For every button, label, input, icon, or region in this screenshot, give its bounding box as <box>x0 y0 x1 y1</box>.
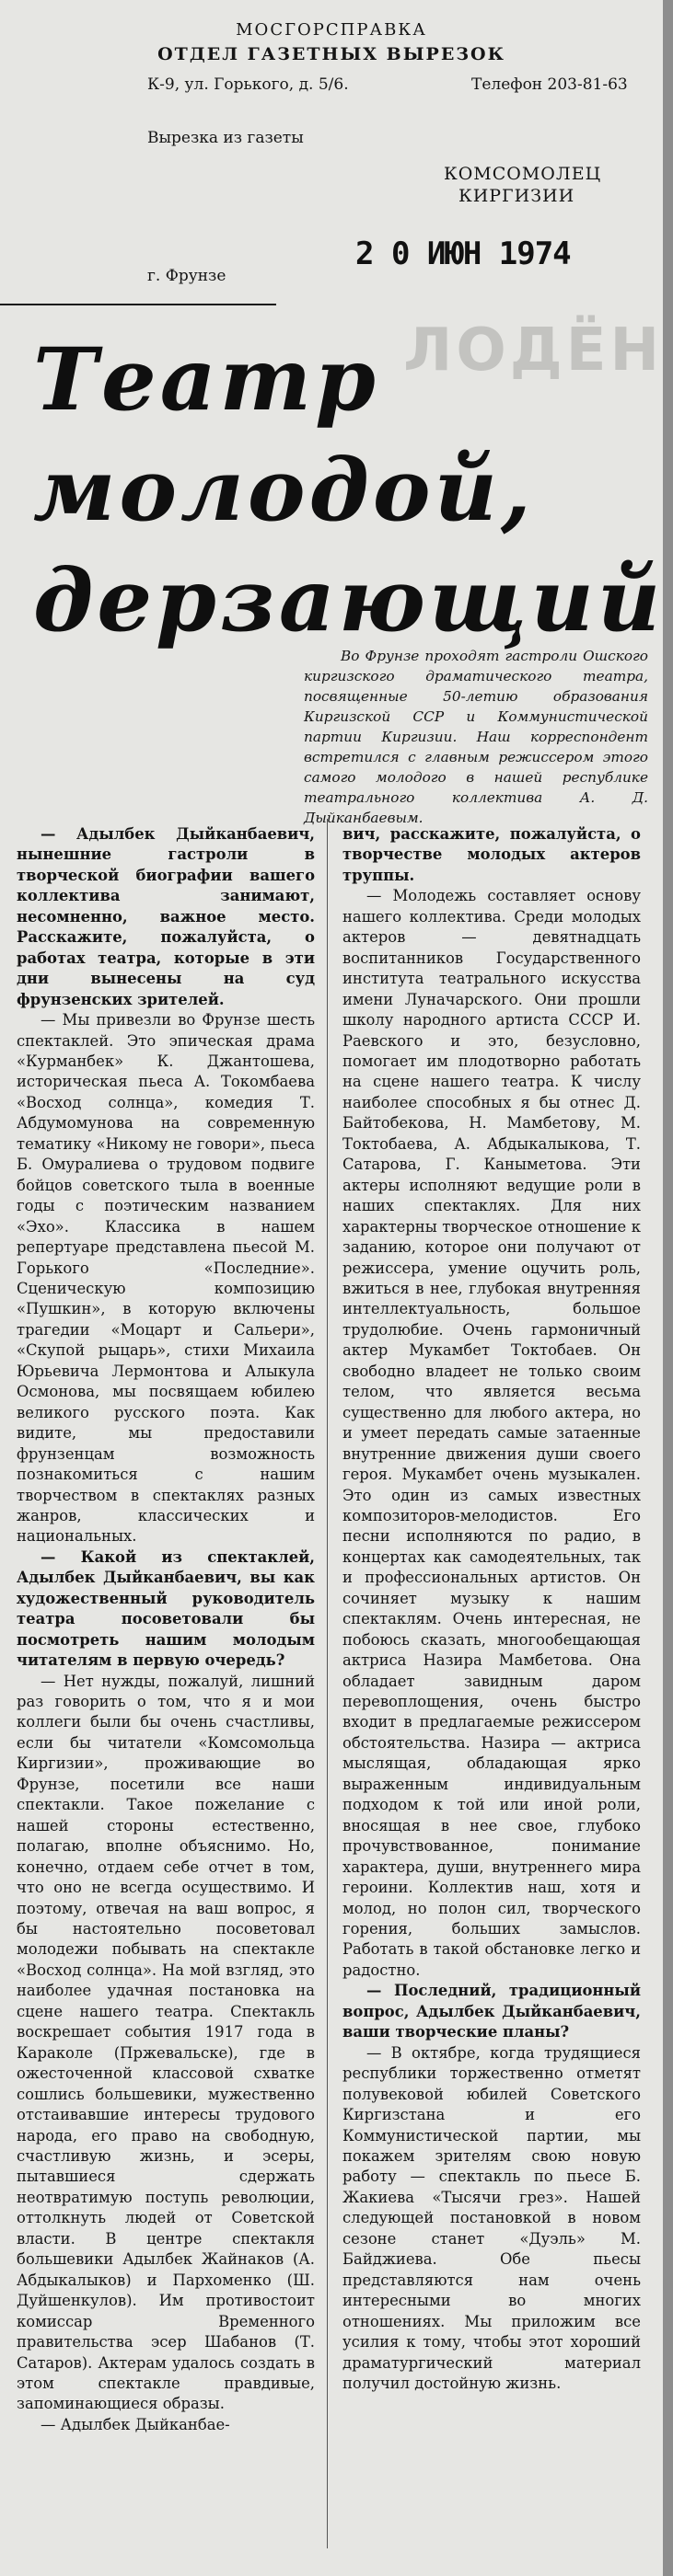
agency-name: МОСГОРСПРАВКА <box>236 20 427 40</box>
agency-address: К-9, ул. Горького, д. 5/6. <box>147 75 349 94</box>
divider-vertical <box>327 819 328 2548</box>
answer-paragraph: — Нет нужды, пожалуй, лишний раз говорить о том, что я и мои коллеги были бы очень счастливы, если бы читатели «Комсомольца Киргизии», проживающие во Фрунзе, посетили все наши спектакли. Такое пожелание с нашей стороны естественно, полагаю, вполне объяснимо. Но, конечно, отдаем себе отчет в том, что оно не всегда осуществимо. И поэтому, отвечая на ваш вопрос, я бы настоятельно посоветовал молодежи побывать на спектакле «Восход солнца». На мой взгляд, это наиболее удачная постановка на сцене нашего театра. Спектакль воскрешает события 1917 года в Караколе (Пржевальске), где в ожесточенной классовой схватке сошлись большевики, мужественно отстаивавшие интересы трудового народа, его право на свободную, счастливую жизнь, и эсеры, пытавшиеся сдержать неотвратимую поступь революции, оттолкнуть людей от Советской власти. В центре спектакля большевики Адылбек Жайнаков (А. Абдыкалыков) и Пархоменко (Ш. Дуйшенкулов). Им противостоит комиссар Временного правительства эсер Шабанов (Т. Сатаров). Актерам удалось создать в этом спектакле правдивые, запоминающиеся образы. <box>17 1672 315 2413</box>
question-paragraph: — Последний, традиционный вопрос, Адылбек Дыйканбаевич, ваши творческие планы? <box>342 1982 641 2041</box>
city-label: г. Фрунзе <box>147 267 226 285</box>
answer-paragraph: — Мы привезли во Фрунзе шесть спектаклей. Это эпическая драма «Курманбек» К. Джантошева, историческая пьеса А. Токомбаева «Восход солнца», комедия Т. Абдумомунова на современную тематику «Никому не говори», пьеса Б. Омуралиева о трудовом подвиге бойцов советского тыла в военные годы с поэтическим названием «Эхо». Классика в нашем репертуаре представлена пьесой М. Горького «Последние». Сценическую композицию «Пушкин», в которую включены трагедии «Моцарт и Сальери», «Скупой рыцарь», стихи Михаила Юрьевича Лермонтова и Алыкула Осмонова, мы посвящаем юбилею великого русского поэта. Как видите, мы предоставили фрунзенцам возможность познакомиться с нашим творчеством в спектаклях разных жанров, классических и национальных. <box>17 1011 315 1546</box>
lead-paragraph: Во Фрунзе проходят гастроли Ошского киргизского драматического театра, посвященные 50-летию образования Киргизской ССР и Коммунистической партии Киргизии. Наш корреспондент встретился с главным режиссером этого самого молодого в нашей республике театрального коллектива А. Д. Дыйканбаевым. <box>304 648 648 826</box>
agency-phone: Телефон 203-81-63 <box>471 75 628 94</box>
question-paragraph: вич, расскажите, пожалуйста, о творчестве молодых актеров труппы. <box>342 825 641 884</box>
question-paragraph: — Адылбек Дыйканбаевич, нынешние гастроли в творческой биографии вашего коллектива занимают, несомненно, важное место. Расскажите, пожалуйста, о работах театра, которые в эти дни вынесены на суд фрунзенских зрителей. <box>17 825 315 1008</box>
divider-horizontal <box>0 304 276 305</box>
article-lead <box>304 646 648 828</box>
answer-paragraph: — В октябре, когда трудящиеся республики торжественно отметят полувековой юбилей Советского Киргизстана и его Коммунистической партии, мы покажем зрителям свою новую работу — спектакль по пьесе Б. Жакиева «Тысячи грез». Нашей следующей постановкой в новом сезоне станет «Дуэль» М. Байджиева. Обе пьесы представляются нам очень интересными во многих отношениях. Мы приложим все усилия к тому, чтобы этот хороший драматургический материал получил достойную жизнь. <box>342 2043 641 2392</box>
answer-paragraph: — Молодежь составляет основу нашего коллектива. Среди молодых актеров — девятнадцать воспитанников Государственного института театрального искусства имени Луначарского. Они прошли школу народного артиста СССР И. Раевского и это, безусловно, помогает им плодотворно работать на сцене нашего театра. К числу наиболее способных я бы отнес Д. Байтобекова, Н. Мамбетову, М. Токтобаева, А. Абдыкалыкова, Т. Сатарова, Г. Каныметова. Эти актеры исполняют ведущие роли в наших спектаклях. Для них характерны творческое отношение к заданию, которое они получают от режиссера, умение оцучить роль, вжиться в нее, глубокая внутренняя интеллектуальность, большое трудолюбие. Очень гармоничный актер Мукамбет Токтобаев. Он свободно владеет не только своим телом, что является весьма существенно для любого актера, но и умеет передать самые затаенные внутренние движения души своего героя. Мукамбет очень музыкален. Это один из самых известных композиторов-мелодистов. Его песни исполняются по радио, в концертах как самодеятельных, так и профессиональных артистов. Он сочиняет музыку к нашим спектаклям. Очень интересная, не побоюсь сказать, многообещающая актриса Назира Мамбетова. Она обладает завидным даром перевоплощения, очень быстро входит в предлагаемые режиссером обстоятельства. Назира — актриса мыслящая, обладающая ярко выраженным индивидуальным подходом к той или иной роли, вносящая в нее свое, глубоко прочувствованное, понимание характера, души, внутреннего мира героини. Коллектив наш, хотя и молод, но полон сил, творческого горения, больших замыслов. Работать в такой обстановке легко и радостно. <box>342 887 641 1979</box>
headline-block <box>13 311 665 670</box>
bleed-through-text: ЛОДЁН <box>403 316 663 385</box>
answer-paragraph: — Адылбек Дыйканбае- <box>41 2415 230 2433</box>
headline-line-3: дерзающий <box>33 550 665 651</box>
date-stamp: 2 0 ИЮН 1974 <box>355 236 571 272</box>
newspaper-name-line1: КОМСОМОЛЕЦ <box>444 164 602 184</box>
question-paragraph: — Какой из спектаклей, Адылбек Дыйканбаевич, вы как художественный руководитель театра посоветовали бы посмотреть нашим молодым читателям в первую очередь? <box>17 1547 315 1670</box>
clipping-label: Вырезка из газеты <box>147 129 304 147</box>
agency-stamp <box>0 0 663 285</box>
department-name: ОТДЕЛ ГАЗЕТНЫХ ВЫРЕЗОК <box>157 44 505 64</box>
headline-line-2: молодой, <box>33 440 535 541</box>
right-column <box>342 824 641 2394</box>
left-column <box>17 824 315 2435</box>
newspaper-name-line2: КИРГИЗИИ <box>458 186 575 206</box>
headline-line-1: Театр <box>33 329 379 431</box>
